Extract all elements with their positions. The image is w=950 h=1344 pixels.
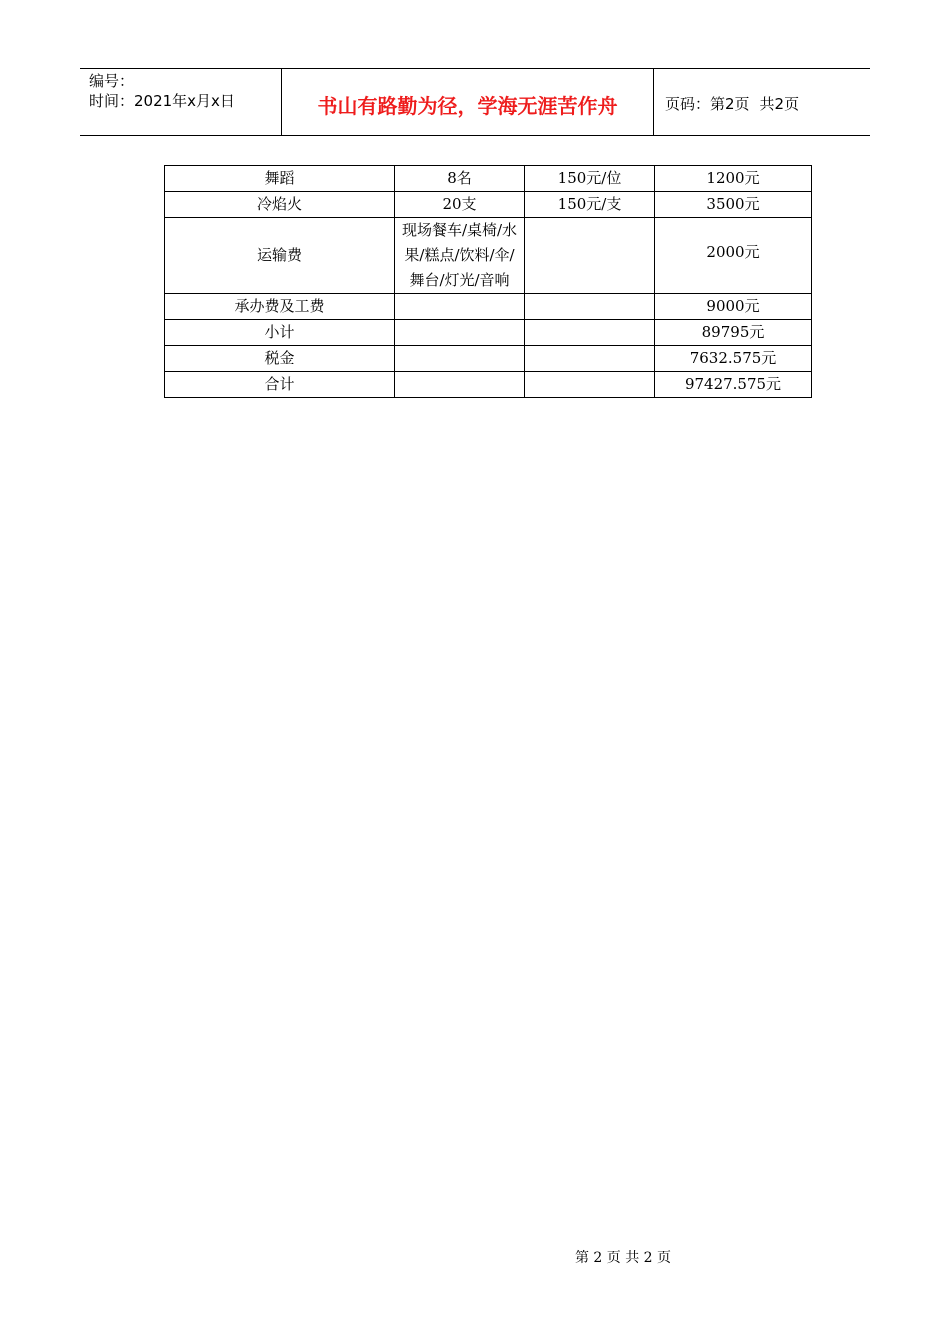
header-page-total: 共2页 bbox=[759, 95, 800, 113]
item-cell: 承办费及工费 bbox=[165, 294, 395, 320]
unit-price-cell bbox=[525, 320, 655, 346]
item-cell: 冷焰火 bbox=[165, 192, 395, 218]
item-cell: 运输费 bbox=[165, 218, 395, 294]
header-page-number: 页码：第2页 bbox=[665, 95, 750, 113]
quantity-cell bbox=[395, 294, 525, 320]
unit-price-cell bbox=[525, 346, 655, 372]
unit-price-cell: 150元/位 bbox=[525, 166, 655, 192]
transport-items-text: 现场餐车/桌椅/水果/糕点/饮料/伞/舞台/灯光/音响 bbox=[401, 221, 518, 289]
amount-cell: 97427.575元 bbox=[655, 372, 812, 398]
amount-cell: 89795元 bbox=[655, 320, 812, 346]
item-cell: 合计 bbox=[165, 372, 395, 398]
table-row bbox=[165, 320, 812, 346]
quantity-cell bbox=[395, 320, 525, 346]
header-meta bbox=[80, 69, 282, 135]
quantity-cell: 20支 bbox=[395, 192, 525, 218]
amount-cell: 3500元 bbox=[655, 192, 812, 218]
table-row bbox=[165, 192, 812, 218]
amount-cell: 9000元 bbox=[655, 294, 812, 320]
table-row bbox=[165, 166, 812, 192]
quantity-cell bbox=[395, 218, 525, 294]
item-cell: 小计 bbox=[165, 320, 395, 346]
unit-price-cell bbox=[525, 218, 655, 294]
amount-cell: 7632.575元 bbox=[655, 346, 812, 372]
page-header bbox=[80, 68, 870, 136]
amount-cell: 2000元 bbox=[655, 218, 812, 294]
budget-table bbox=[164, 165, 812, 398]
document-time-label: 时间：2021年x月x日 bbox=[89, 92, 235, 110]
table-row bbox=[165, 218, 812, 294]
table-row bbox=[165, 372, 812, 398]
header-page-info bbox=[654, 69, 870, 135]
page-footer: 第 2 页 共 2 页 bbox=[574, 1250, 672, 1266]
unit-price-cell: 150元/支 bbox=[525, 192, 655, 218]
unit-price-cell bbox=[525, 294, 655, 320]
quantity-cell bbox=[395, 346, 525, 372]
header-motto: 书山有路勤为径，学海无涯苦作舟 bbox=[282, 69, 654, 135]
document-number-label: 编号： bbox=[89, 72, 135, 90]
quantity-cell bbox=[395, 372, 525, 398]
unit-price-cell bbox=[525, 372, 655, 398]
table-row bbox=[165, 294, 812, 320]
table-row bbox=[165, 346, 812, 372]
item-cell: 税金 bbox=[165, 346, 395, 372]
item-cell: 舞蹈 bbox=[165, 166, 395, 192]
amount-cell: 1200元 bbox=[655, 166, 812, 192]
quantity-cell: 8名 bbox=[395, 166, 525, 192]
